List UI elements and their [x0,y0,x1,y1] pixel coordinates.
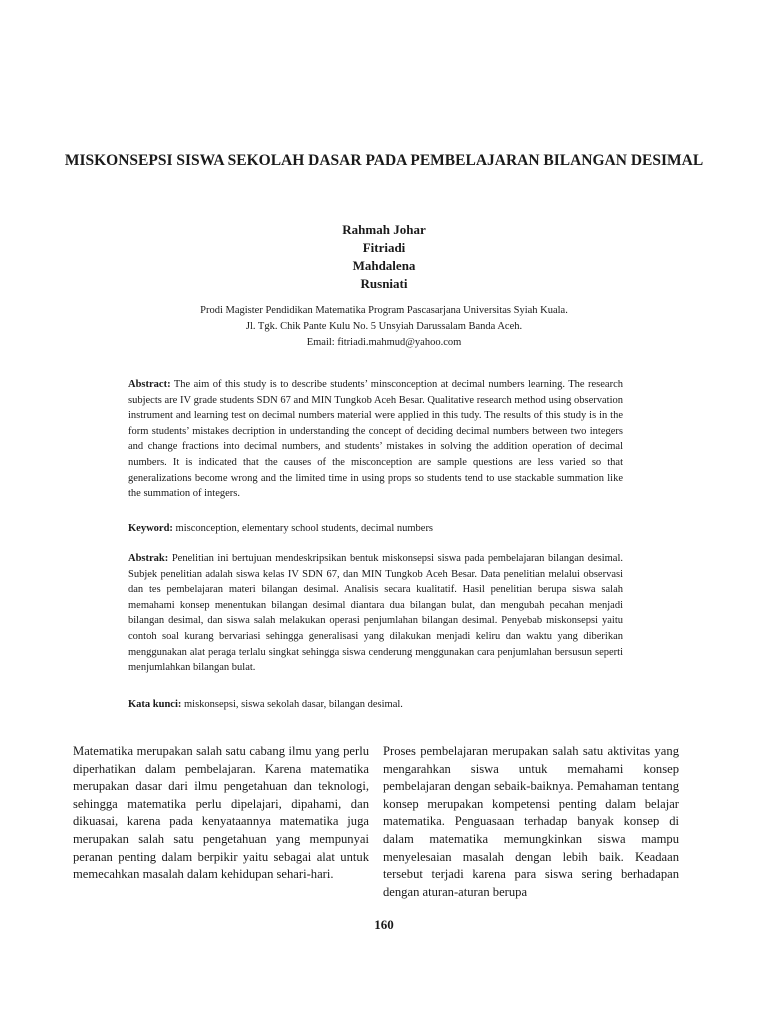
affiliation-email: Email: fitriadi.mahmud@yahoo.com [306,337,462,348]
abstrak-text: Penelitian ini bertujuan mendeskripsikan bentuk miskonsepsi siswa pada pembelajaran bilangan desimal. Subjek penelitian adalah siswa kelas IV SDN 67, dan MIN Tungkob Aceh Besar. Data penelitian melalui observasi dan tes pembelajaran materi bilangan desimal. Analisis secara kualitatif. Hasil penelitian berupa siswa salah memahami konsep menentukan bilangan desimal diantara dua bilangan bulat, dan mengubah pecahan menjadi bilangan desimal, dan siswa salah melakukan operasi penjumlahan bilangan desimal. Penyebab miskonsepsi yaitu contoh soal kurang bervariasi sehingga generalisasi yang dilakukan menjadi keliru dan waktu yang diberikan menggunakan alat peraga terlalu singkat sehingga siswa cenderung menggunakan cara penjumlahan bersusun seperti menjumlahkan bilangan bulat. [128,553,624,674]
kata-kunci-text: miskonsepsi, siswa sekolah dasar, bilangan desimal. [184,699,403,710]
abstrak-label: Abstrak: [128,553,169,564]
body-column-right: Proses pembelajaran merupakan salah satu aktivitas yang mengarahkan siswa untuk memahami konsep pembelajaran dengan sebaik-baiknya. Pemahaman tentang konsep merupakan kompetensi penting dalam belajar matematika. Penguasaan terhadap banyak konsep di dalam matematika memungkinkan siswa mampu menyelesaian masalah dengan lebih baik. Keadaan tersebut terjadi karena para siswa sering berhadapan dengan aturan-aturan berupa [383,744,679,899]
author-name: Rahmah Johar [342,222,426,237]
abstract-indonesian [128,551,623,676]
kata-kunci-label: Kata kunci: [128,699,182,710]
author-name: Rusniati [360,276,408,291]
affiliation [60,303,708,351]
author-name: Fitriadi [362,240,406,255]
abstract-label: Abstract: [128,379,171,390]
keywords-indonesian [128,697,623,713]
keyword-label: Keyword: [128,523,173,534]
abstract-english [128,377,623,502]
page-number: 160 [374,917,394,932]
keywords-english [128,521,623,537]
author-list [0,221,768,293]
keyword-text: misconception, elementary school students, decimal numbers [175,523,434,534]
paper-title: MISKONSEPSI SISWA SEKOLAH DASAR PADA PEMBELAJARAN BILANGAN DESIMAL [64,152,704,169]
author-name: Mahdalena [352,258,416,273]
abstract-text: The aim of this study is to describe students’ minsconception at decimal numbers learning. The research subjects are IV grade students SDN 67 and MIN Tungkob Aceh Besar. Qualitative research method using observation instrument and learning test on decimal numbers material were applied in this tudy. The results of this study is in the form students’ mistakes decription in understanding the concept of deciding decimal numbers between two integers and change fractions into decimal numbers, and students’ mistakes in solving the addition operation of decimal numbers. It is indicated that the causes of the misconception are sample questions are less varied so that generalizations become wrong and the limited time in using props so students tend to use stackable summation like the summation of integers. [128,379,623,500]
affiliation-line: Jl. Tgk. Chik Pante Kulu No. 5 Unsyiah Darussalam Banda Aceh. [245,321,523,332]
body-column-left: Matematika merupakan salah satu cabang ilmu yang perlu diperhatikan dalam pembelajaran. Karena matematika merupakan dasar dari ilmu pengetahuan dan teknologi, sehingga matematika perlu dipelajari, dipahami, dan dikuasai, karena pada kenyataannya matematika juga merupakan salah satu pengetahuan yang mempunyai peranan penting dalam berpikir yaitu sebagai alat untuk memecahkan masalah dalam kehidupan sehari-hari. [73,744,369,882]
affiliation-line: Prodi Magister Pendidikan Matematika Program Pascasarjana Universitas Syiah Kuala. [200,305,568,316]
